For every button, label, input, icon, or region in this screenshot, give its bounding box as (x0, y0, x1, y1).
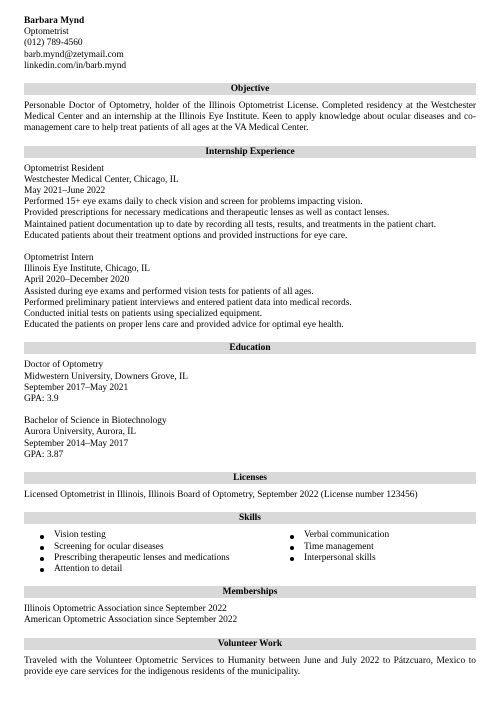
skill-item: Time management (274, 542, 389, 553)
candidate-name: Barbara Mynd (24, 16, 85, 26)
degree-name: Bachelor of Science in Biotechnology (24, 416, 167, 427)
objective-text: Personable Doctor of Optometry, holder of the Illinois Optometrist License. Completed residency at the Westchester Medical Center and an internship at the Illinois Eye Institute. Keen to apply knowledge about ocular diseases and co-management care to help treat patients of all ages at the VA Medical Center. (24, 101, 476, 134)
skills-list (24, 530, 476, 575)
job-bullet: Educated the patients on proper lens care and provided advice for optimal eye health. (24, 320, 344, 331)
licenses-block (24, 490, 476, 501)
job-entry (24, 164, 476, 242)
section-heading-objective: Objective (24, 83, 476, 95)
section-heading-internship: Internship Experience (24, 146, 476, 158)
job-organization: Westchester Medical Center, Chicago, IL (24, 174, 179, 185)
memberships-block (24, 604, 476, 626)
degree-name: Doctor of Optometry (24, 360, 104, 371)
skills-column-right (274, 530, 389, 575)
skill-item: Attention to detail (24, 564, 274, 575)
gpa: GPA: 3.9 (24, 394, 59, 405)
job-bullet: Performed preliminary patient interviews and entered patient data into medical records. (24, 297, 352, 308)
skill-item: Interpersonal skills (274, 553, 389, 564)
job-entry (24, 253, 476, 331)
phone-number: (012) 789-4560 (24, 38, 83, 49)
education-entry (24, 360, 476, 405)
school-name: Aurora University, Aurora, IL (24, 427, 137, 438)
education-dates: September 2017–May 2021 (24, 382, 129, 393)
section-heading-skills: Skills (24, 512, 476, 524)
linkedin-url: linkedin.com/in/barb.mynd (24, 60, 127, 71)
job-bullet: Assisted during eye exams and performed vision tests for patients of all ages. (24, 286, 314, 297)
section-heading-education: Education (24, 342, 476, 354)
job-bullet: Maintained patient documentation up to date by recording all tests, results, and treatments in the patient chart. (24, 219, 437, 230)
job-organization: Illinois Eye Institute, Chicago, IL (24, 264, 151, 275)
skill-item: Screening for ocular diseases (24, 542, 274, 553)
job-bullet: Conducted initial tests on patients using specialized equipment. (24, 309, 262, 320)
school-name: Midwestern University, Downers Grove, IL (24, 371, 188, 382)
job-bullet: Performed 15+ eye exams daily to check vision and screen for problems impacting vision. (24, 197, 363, 208)
skill-item: Vision testing (24, 530, 274, 541)
job-bullet: Educated patients about their treatment options and provided instructions for eye care. (24, 230, 348, 241)
candidate-title: Optometrist (24, 27, 69, 38)
job-dates: April 2020–December 2020 (24, 275, 130, 286)
job-bullet: Provided prescriptions for necessary medications and therapeutic lenses as well as contact lenses. (24, 208, 390, 219)
job-title: Optometrist Resident (24, 163, 104, 174)
membership-item: Illinois Optometric Association since September 2022 (24, 604, 227, 615)
volunteer-text: Traveled with the Volunteer Optometric Services to Humanity between June and July 2022 to Pátzcuaro, Mexico to provide eye care services for the indigenous residents of the municipality. (24, 655, 476, 677)
contact-block (24, 16, 476, 72)
section-heading-memberships: Memberships (24, 586, 476, 598)
section-heading-volunteer: Volunteer Work (24, 638, 476, 650)
section-heading-licenses: Licenses (24, 472, 476, 484)
job-title: Optometrist Intern (24, 253, 94, 264)
email-address: barb.mynd@zetymail.com (24, 49, 124, 60)
skill-item: Prescribing therapeutic lenses and medications (24, 553, 274, 564)
skills-column-left (24, 530, 274, 575)
job-dates: May 2021–June 2022 (24, 186, 106, 197)
membership-item: American Optometric Association since September 2022 (24, 615, 238, 626)
license-text: Licensed Optometrist in Illinois, Illinois Board of Optometry, September 2022 (License number 123456) (24, 490, 418, 501)
education-entry (24, 416, 476, 461)
education-dates: September 2014–May 2017 (24, 438, 129, 449)
gpa: GPA: 3.87 (24, 449, 64, 460)
skill-item: Verbal communication (274, 530, 389, 541)
